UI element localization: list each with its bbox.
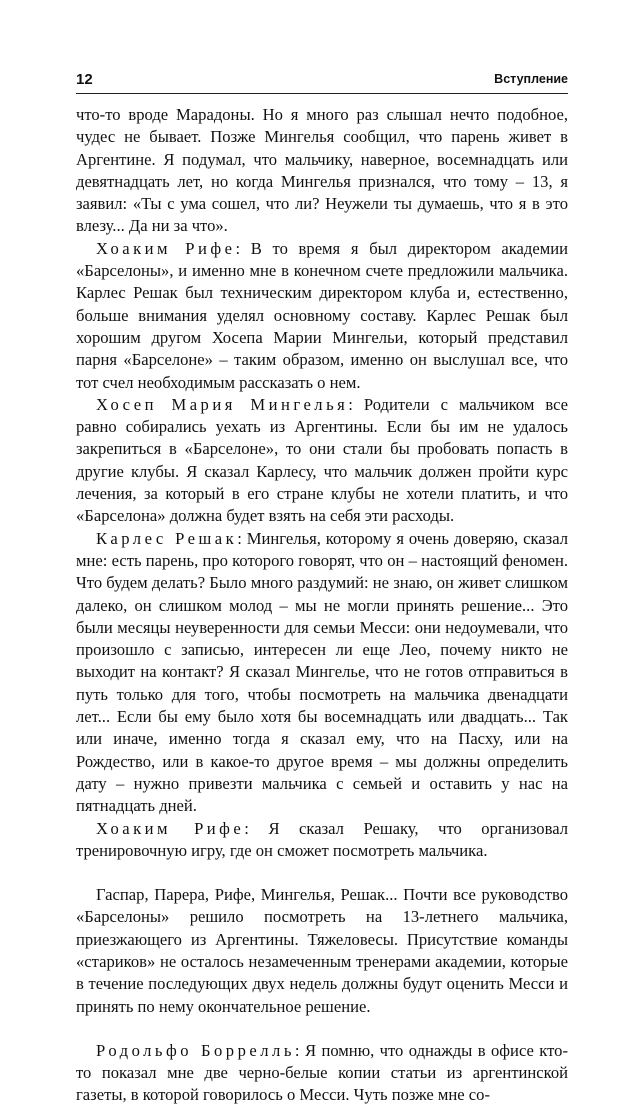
paragraph: что-то вроде Марадоны. Но я много раз слышал нечто подобное, чудес не бывает. Позже Мингелья сообщил, что парень живет в Аргентине. Я подумал, что мальчику, наверное, восемнадцать или девятнадцать лет, но когда Мингелья признался, что тому – 13, я заявил: «Ты с ума сошел, что ли? Неужели ты думаешь, что я в это влезу... Да ни за что». <box>76 105 568 236</box>
paragraph-text: Я сказал Решаку, что организовал тренировочную игру, где он сможет посмотреть мальчика. <box>76 818 568 860</box>
interview-paragraph: Родольфо Боррелль: Я помню, что однажды в офисе кто-то показал мне две черно-белые копии статьи из аргентинской газеты, в которой говорилось о Месси. Чуть позже мне со- <box>76 1040 568 1105</box>
running-head: Вступление <box>494 72 568 86</box>
paragraph-text: Я помню, что однажды в офисе кто-то показал мне две черно-белые копии статьи из аргентинской газеты, в которой говорилось о Месси. Чуть позже мне со- <box>76 1040 568 1105</box>
paragraph-text: Родители с мальчиком все равно собирались уехать из Аргентины. Если бы им не удалось закрепиться в «Барселоне», то они стали бы пробовать попасть в другие клубы. Я сказал Карлесу, что мальчик должен пройти курс лечения, за который в его стране клубы не хотели платить, и что «Барселона» должна будет взять на себя эти расходы. <box>76 394 568 526</box>
paragraph-text: Мингелья, которому я очень доверяю, сказал мне: есть парень, про которого говорят, что он – настоящий феномен. Что будем делать? Было много раздумий: не знаю, он живет слишком далеко, он слишком молод – мы не могли принять решение... Это были месяцы неуверенности для семьи Месси: они недоумевали, что произошло с записью, интересен ли еще Лео, почему никто не выходит на контакт? Я сказал Мингелье, что не готов отправиться в путь только для того, чтобы посмотреть на мальчика двенадцати лет... Если бы ему было хотя бы восемнадцать или двадцать... Так или иначе, именно тогда я сказал ему, что на Пасху, или на Рождество, или в какое-то другое время – мы должны определить дату – нужно привезти мальчика с семьей и оставить у нас на пятнадцать дней. <box>76 528 568 816</box>
speaker-name: Хоаким Рифе <box>96 238 236 258</box>
speaker-name: Хоаким Рифе <box>96 818 245 838</box>
page-number: 12 <box>76 70 93 88</box>
speaker-name: Карлес Решак <box>96 528 238 548</box>
paragraph-text: В то время я был директором академии «Барселоны», и именно мне в конечном счете предложили мальчика. Карлес Решак был техническим директором клуба и, естественно, больше внимания уделял основному составу. Карлес Решак был хорошим другом Хосепа Марии Мингельи, который представил парня «Барселоне» – таким образом, именно он выслушал все, что тот счел необходимым рассказать о нем. <box>76 238 568 392</box>
section-gap <box>76 1018 568 1040</box>
interview-paragraph: Карлес Решак: Мингелья, которому я очень доверяю, сказал мне: есть парень, про которого говорят, что он – настоящий феномен. Что будем делать? Было много раздумий: не знаю, он живет слишком далеко, он слишком молод – мы не могли принять решение... Это были месяцы неуверенности для семьи Месси: они недоумевали, что произошло с записью, интересен ли еще Лео, почему никто не выходит на контакт? Я сказал Мингелье, что не готов отправиться в путь только для того, чтобы посмотреть на мальчика двенадцати лет... Если бы ему было хотя бы восемнадцать или двадцать... Так или иначе, именно тогда я сказал ему, что на Пасху, или на Рождество, или в какое-то другое время – мы должны определить дату – нужно привезти мальчика с семьей и оставить у нас на пятнадцать дней. <box>76 528 568 816</box>
interview-paragraph: Хоаким Рифе: Я сказал Решаку, что организовал тренировочную игру, где он сможет посмотреть мальчика. <box>76 818 568 860</box>
narrative-paragraph: Гаспар, Парера, Рифе, Мингелья, Решак... Почти все руководство «Барселоны» решило посмотреть на 13-летнего мальчика, приезжающего из Аргентины. Тяжеловесы. Присутствие команды «стариков» не осталось незамеченным тренерами академии, которые в течение последующих двух недель должны будут оценить Месси и принять по нему окончательное решение. <box>76 885 568 1016</box>
speaker-name: Родольфо Боррелль <box>96 1040 295 1060</box>
speaker-name: Хосеп Мария Мингелья <box>96 394 349 414</box>
interview-paragraph: Хоаким Рифе: В то время я был директором академии «Барселоны», и именно мне в конечном счете предложили мальчика. Карлес Решак был техническим директором клуба и, естественно, больше внимания уделял основному составу. Карлес Решак был хорошим другом Хосепа Марии Мингельи, который представил парня «Барселоне» – таким образом, именно он выслушал все, что тот счел необходимым рассказать о нем. <box>76 238 568 392</box>
header-rule <box>76 93 568 94</box>
interview-paragraph: Хосеп Мария Мингелья: Родители с мальчиком все равно собирались уехать из Аргентины. Если бы им не удалось закрепиться в «Барселоне», то они стали бы пробовать попасть в другие клубы. Я сказал Карлесу, что мальчик должен пройти курс лечения, за который в его стране клубы не хотели платить, и что «Барселона» должна будет взять на себя эти расходы. <box>76 394 568 526</box>
body-text <box>76 104 568 1107</box>
section-gap <box>76 862 568 884</box>
page-header <box>76 68 568 90</box>
